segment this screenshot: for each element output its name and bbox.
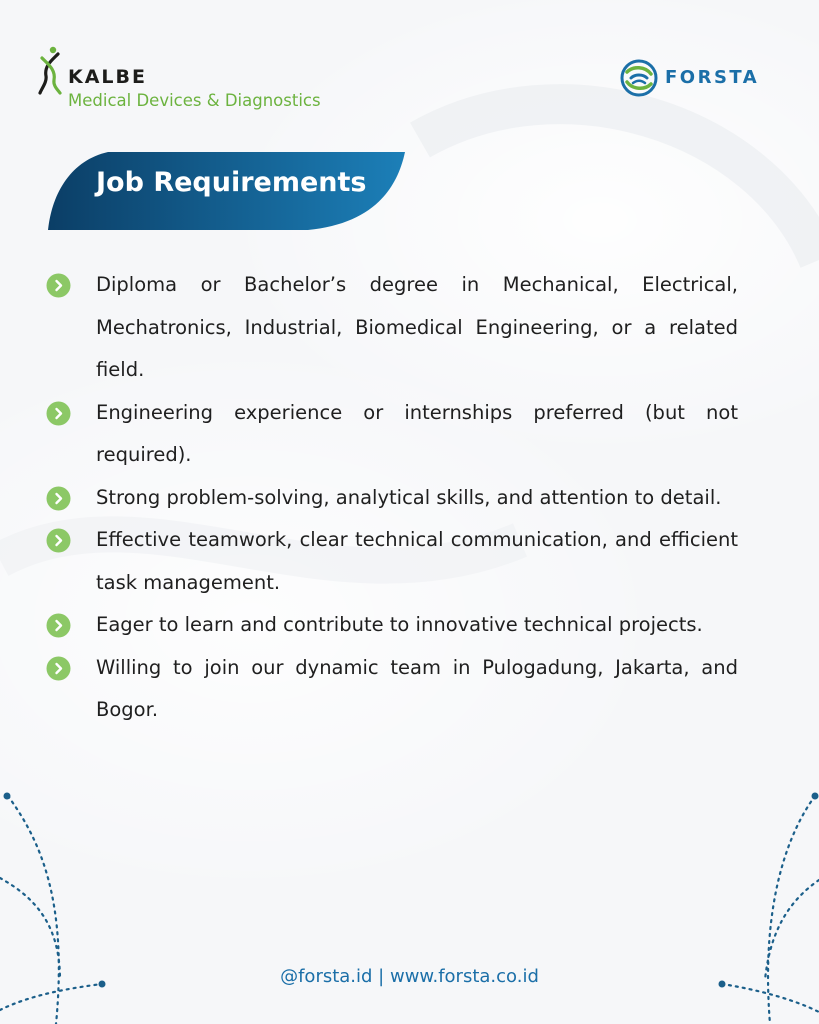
page-title: Job Requirements: [96, 167, 367, 198]
requirement-text: Willing to join our dynamic team in Pulogadung, Jakarta, and Bogor.: [96, 655, 738, 721]
chevron-right-circle-icon: [46, 401, 71, 426]
kalbe-name: KALBE: [68, 66, 147, 88]
list-item: [46, 604, 738, 647]
kalbe-tagline: Medical Devices & Diagnostics: [68, 91, 321, 110]
list-item: [46, 477, 738, 520]
list-item: [46, 647, 738, 732]
requirement-text: Strong problem-solving, analytical skills, and attention to detail.: [96, 485, 722, 509]
chevron-right-circle-icon: [46, 486, 71, 511]
kalbe-figure-icon: [38, 46, 64, 96]
list-item: [46, 392, 738, 477]
chevron-right-circle-icon: [46, 613, 71, 638]
forsta-swirl-icon: [619, 58, 659, 98]
forsta-name: FORSTA: [665, 67, 760, 88]
chevron-right-circle-icon: [46, 656, 71, 681]
section-banner: [48, 152, 408, 232]
chevron-right-circle-icon: [46, 273, 71, 298]
requirement-text: Eager to learn and contribute to innovative technical projects.: [96, 613, 703, 636]
requirement-text: Engineering experience or internships preferred (but not required).: [96, 400, 738, 466]
requirement-text: Diploma or Bachelor’s degree in Mechanical, Electrical, Mechatronics, Industrial, Biomedical Engineering, or a related field.: [96, 273, 738, 381]
list-item: [46, 264, 738, 392]
footer-contact: @forsta.id | www.forsta.co.id: [280, 966, 539, 987]
requirements-list: [46, 264, 738, 732]
list-item: [46, 519, 738, 604]
forsta-logo: [619, 58, 789, 100]
kalbe-logo: [38, 46, 358, 116]
chevron-right-circle-icon: [46, 528, 71, 553]
requirement-text: Effective teamwork, clear technical communication, and efficient task management.: [96, 528, 738, 594]
